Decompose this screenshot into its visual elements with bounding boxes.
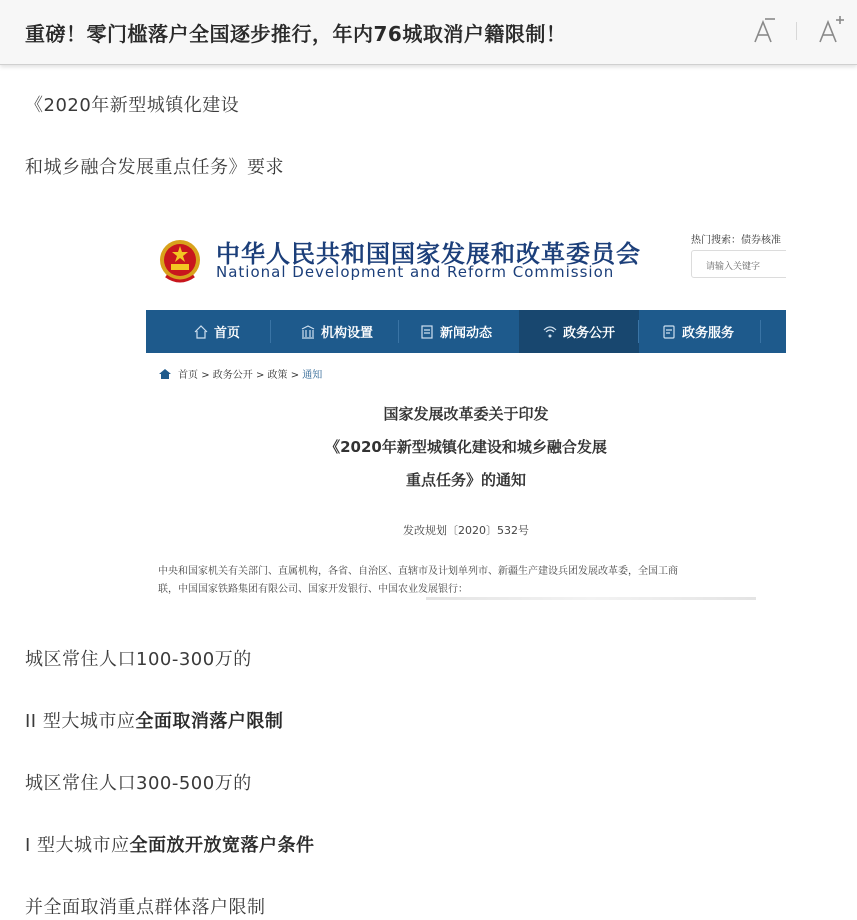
main-nav xyxy=(146,310,786,353)
nav-item-home[interactable] xyxy=(194,310,240,353)
article-text-line xyxy=(25,707,283,733)
breadcrumb-separator: > xyxy=(201,370,210,381)
home-icon xyxy=(194,325,208,339)
font-size-decrease-icon xyxy=(747,14,783,50)
article-text-line: 和城乡融合发展重点任务》要求 xyxy=(25,157,284,178)
doc-title-line: 重点任务》的通知 xyxy=(405,471,526,489)
org-name-en: National Development and Reform Commission xyxy=(216,263,615,281)
doc-body-line: 中央和国家机关有关部门、直属机构，各省、自治区、直辖市及计划单列市、新疆生产建设兵团发展改革委，全国工商 xyxy=(158,566,678,577)
national-emblem-icon xyxy=(158,236,202,286)
search-input[interactable]: 请输入关键字 xyxy=(691,250,786,278)
article-text-line: 并全面取消重点群体落户限制 xyxy=(25,897,266,918)
hot-search-label: 热门搜索：债券核准 xyxy=(691,235,781,246)
article-text-line: 城区常住人口100-300万的 xyxy=(25,649,252,670)
nav-label: 机构设置 xyxy=(321,326,374,341)
header-divider xyxy=(796,22,797,40)
nav-item-services[interactable] xyxy=(662,310,734,353)
news-icon xyxy=(420,325,434,339)
nav-divider xyxy=(270,320,271,343)
nav-divider xyxy=(398,320,399,343)
document-icon xyxy=(662,325,676,339)
breadcrumb-separator: > xyxy=(290,370,300,381)
breadcrumb-current: 通知 xyxy=(302,370,323,381)
text-prefix: I 型大城市应 xyxy=(25,835,130,856)
breadcrumb-item[interactable]: 首页 xyxy=(178,370,198,381)
nav-item-news[interactable] xyxy=(420,310,492,353)
building-icon xyxy=(301,325,315,339)
nav-label: 首页 xyxy=(214,326,241,341)
nav-item-gov-affairs[interactable] xyxy=(519,310,639,353)
nav-label: 政务服务 xyxy=(682,326,735,341)
home-icon xyxy=(158,368,172,380)
font-size-decrease-button[interactable] xyxy=(747,14,783,50)
doc-number: 发改规划〔2020〕532号 xyxy=(403,524,529,537)
article-text-line: 《2020年新型城镇化建设 xyxy=(25,95,240,116)
signal-icon xyxy=(543,325,557,339)
article-title: 重磅！零门槛落户全国逐步推行，年内76城取消户籍限制！ xyxy=(25,22,567,46)
font-size-increase-button[interactable] xyxy=(814,14,850,50)
article-text-line: 城区常住人口300-500万的 xyxy=(25,773,252,794)
org-name-cn: 中华人民共和国国家发展和改革委员会 xyxy=(216,240,641,268)
article-header-bar xyxy=(0,0,857,65)
embedded-screenshot xyxy=(146,215,786,600)
doc-body xyxy=(158,563,758,599)
breadcrumb-separator: > xyxy=(255,370,265,381)
text-prefix: II 型大城市应 xyxy=(25,711,136,732)
nav-label: 政务公开 xyxy=(563,326,616,341)
font-size-increase-icon xyxy=(814,14,850,50)
breadcrumb xyxy=(158,366,322,381)
nav-divider xyxy=(638,320,639,343)
cropped-text-line xyxy=(426,597,756,600)
nav-label: 新闻动态 xyxy=(440,326,493,341)
emphasis-text: 全面取消落户限制 xyxy=(135,711,284,732)
article-text-line xyxy=(25,831,315,857)
doc-body-line: 联，中国国家铁路集团有限公司、国家开发银行、中国农业发展银行： xyxy=(158,584,468,595)
nav-divider xyxy=(760,320,761,343)
breadcrumb-item[interactable]: 政务公开 xyxy=(212,370,253,381)
nav-item-org[interactable] xyxy=(301,310,373,353)
doc-title-line: 国家发展改革委关于印发 xyxy=(383,405,549,423)
doc-title-line: 《2020年新型城镇化建设和城乡融合发展 xyxy=(325,438,607,456)
emphasis-text: 全面放开放宽落户条件 xyxy=(129,835,315,856)
breadcrumb-item[interactable]: 政策 xyxy=(267,370,288,381)
